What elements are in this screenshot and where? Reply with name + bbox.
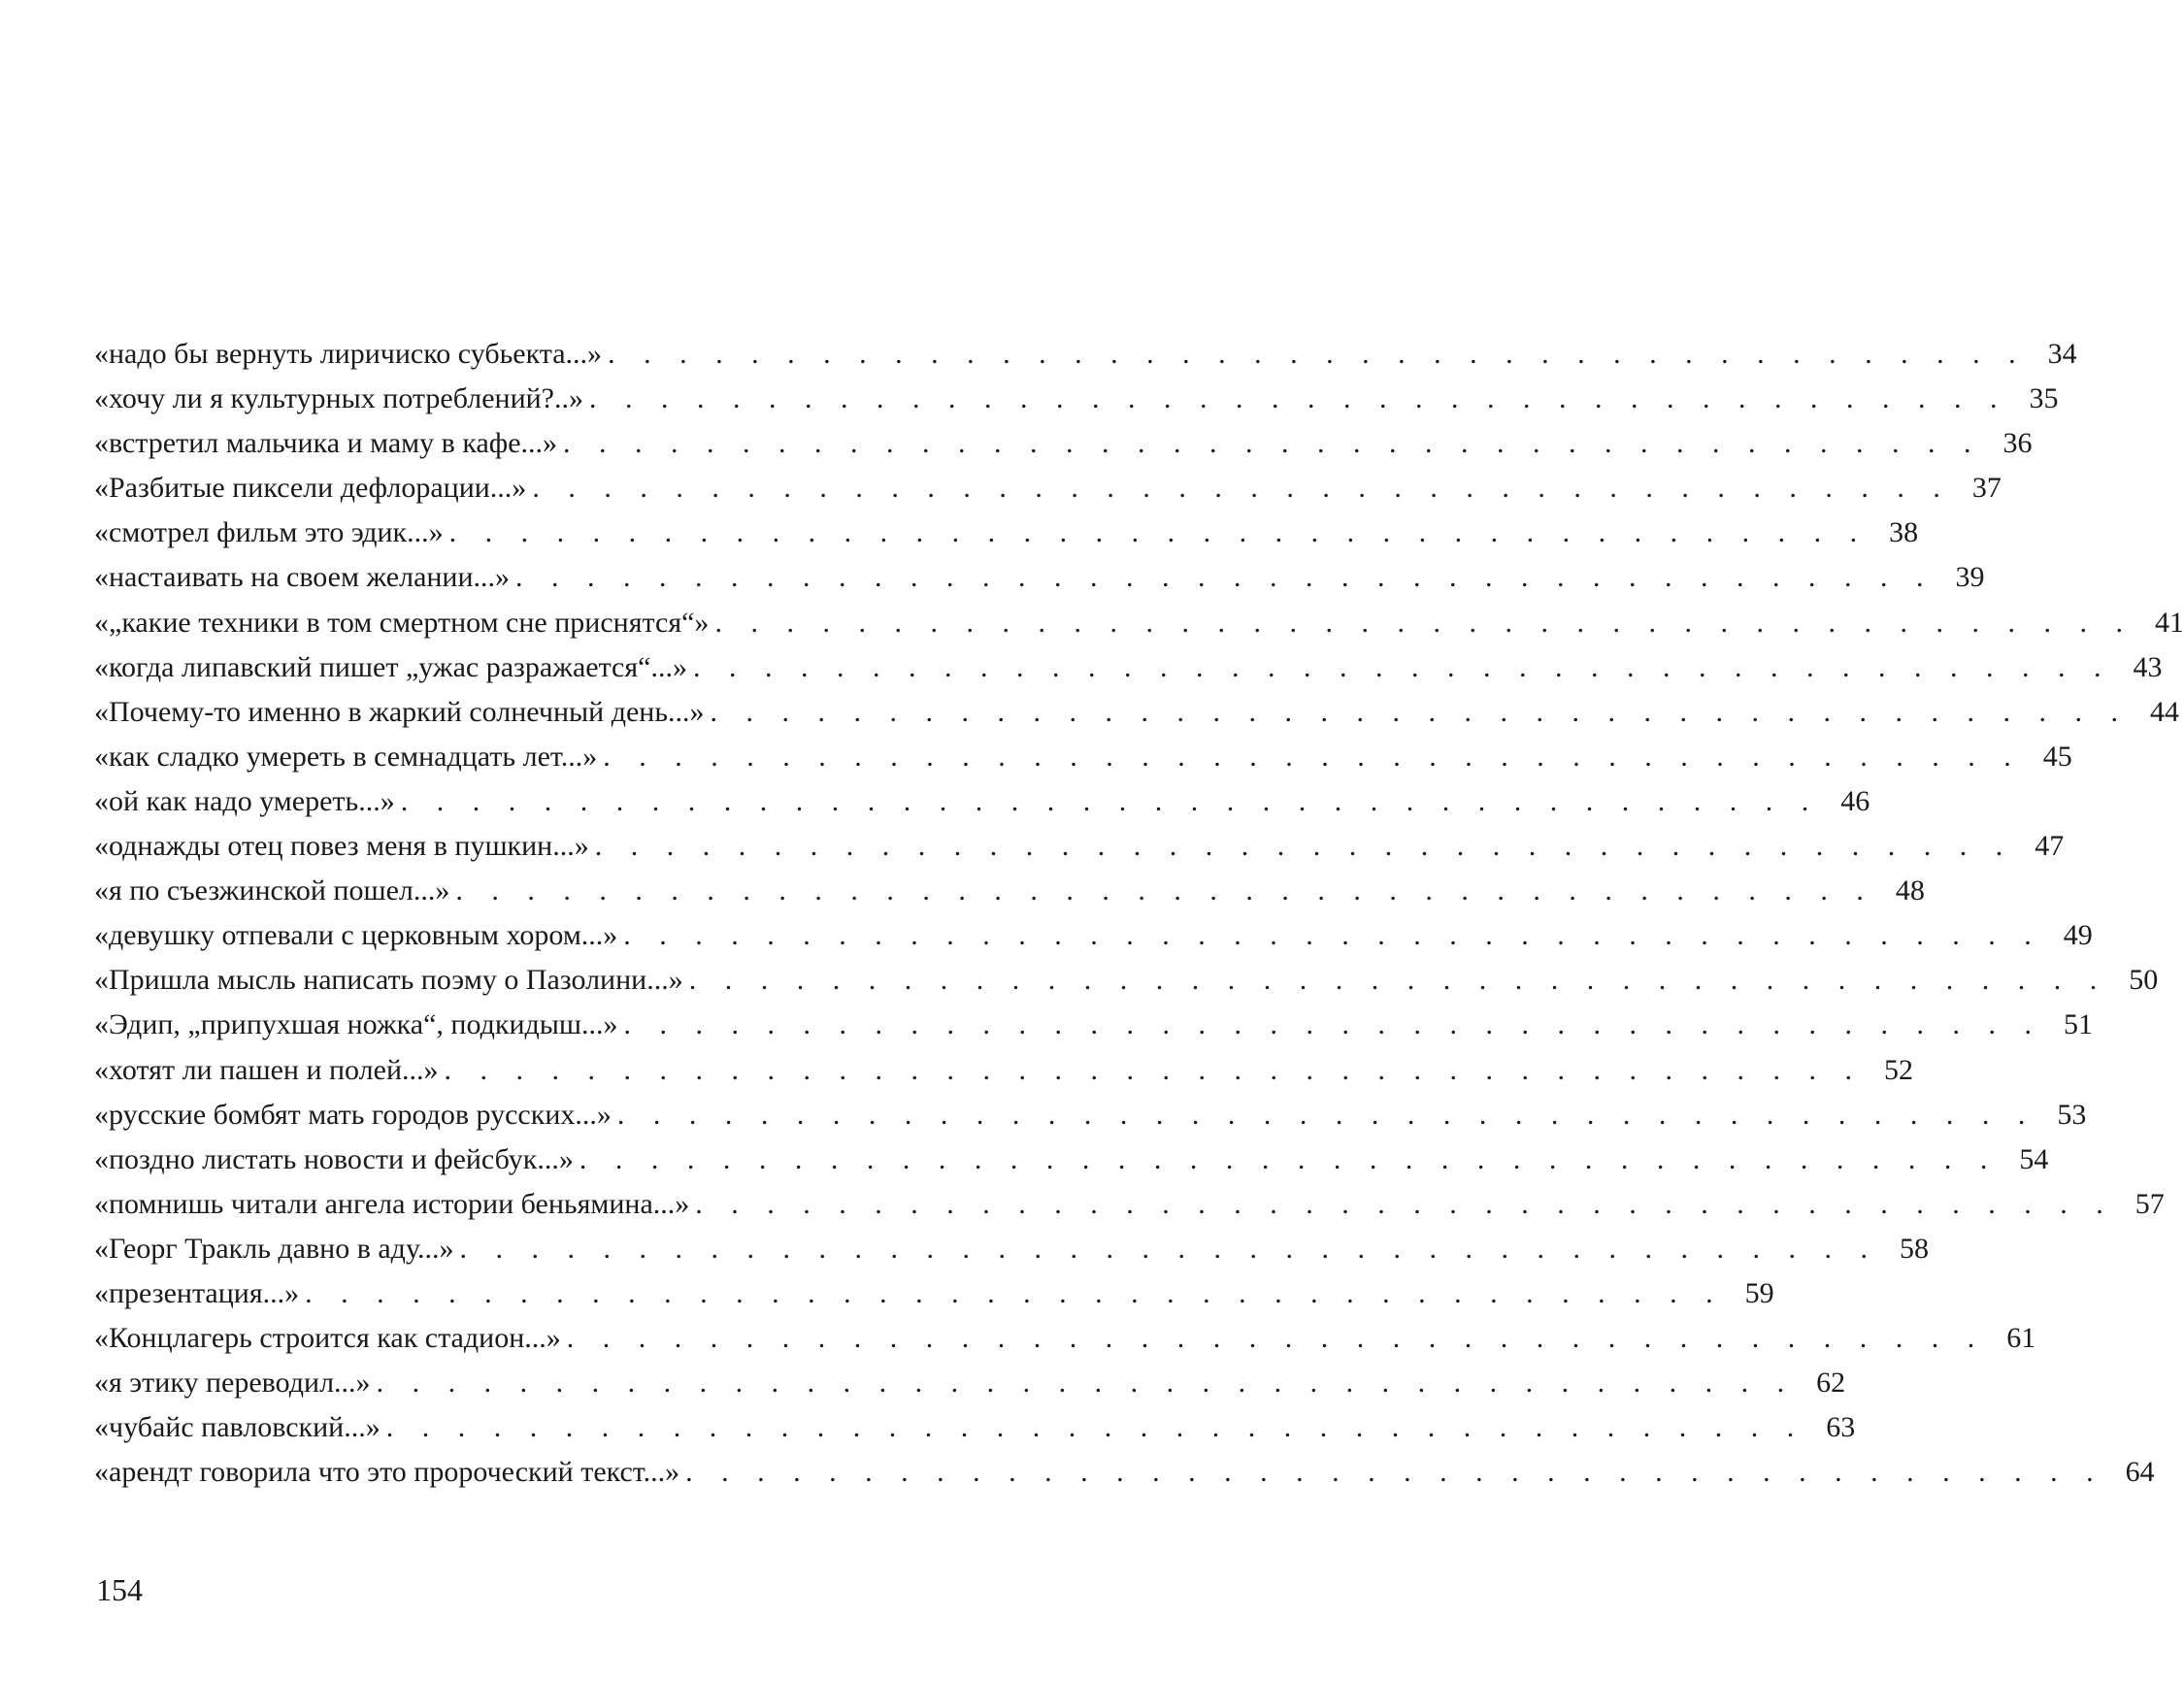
toc-entry-page: 34: [2047, 338, 2077, 370]
toc-dot-leader: . . . . . . . . . . . . . . . . . . . . . . . . . . . . . . . . . . . . . . . .: [714, 606, 2134, 639]
toc-entry-title: «однажды отец повез меня в пушкин...»: [94, 830, 589, 863]
toc-dot-leader: . . . . . . . . . . . . . . . . . . . . . . . . . . . . . . . . . . . . . . . .: [623, 1008, 2043, 1041]
toc-entry: [94, 1361, 1846, 1405]
toc-dot-leader: . . . . . . . . . . . . . . . . . . . . . . . . . . . . . . . . . . . . . . . .: [400, 784, 1820, 817]
toc-entry-page: 53: [2057, 1098, 2087, 1131]
toc-dot-leader: . . . . . . . . . . . . . . . . . . . . . . . . . . . . . . . . . . . . . . . .: [693, 650, 2112, 683]
toc-dot-leader: . . . . . . . . . . . . . . . . . . . . . . . . . . . . . . . . . . . . . . . .: [589, 382, 2008, 415]
toc-entry-page: 38: [1889, 516, 1919, 549]
toc-entry: [94, 332, 2077, 377]
toc-entry-page: 43: [2133, 650, 2163, 683]
toc-entry-title: «я по съезжинской пошел...»: [94, 874, 450, 907]
toc-dot-leader: . . . . . . . . . . . . . . . . . . . . . . . . . . . . . . . . . . . . . . . .: [594, 830, 2014, 863]
toc-entry: [94, 1048, 1914, 1093]
toc-entry-title: «настаивать на своем желании...»: [94, 561, 511, 594]
toc-entry-title: «презентация...»: [94, 1276, 300, 1309]
toc-entry-title: «арендт говорила что это пророческий текст...»: [94, 1456, 680, 1489]
toc-entry: [94, 466, 2002, 511]
toc-entry-title: «хочу ли я культурных потреблений?..»: [94, 382, 583, 415]
toc-dot-leader: . . . . . . . . . . . . . . . . . . . . . . . . . . . . . . . . . . . . . . . .: [710, 695, 2130, 728]
toc-entry-title: «Концлагерь строится как стадион...»: [94, 1322, 561, 1355]
toc-entry-page: 45: [2042, 740, 2072, 773]
toc-entry: [94, 958, 2159, 1003]
toc-entry: [94, 1450, 2155, 1495]
toc-dot-leader: . . . . . . . . . . . . . . . . . . . . . . . . . . . . . . . . . . . . . . . .: [532, 472, 1951, 505]
toc-dot-leader: . . . . . . . . . . . . . . . . . . . . . . . . . . . . . . . . . . . . . . . .: [459, 1232, 1878, 1265]
toc-dot-leader: . . . . . . . . . . . . . . . . . . . . . . . . . . . . . . . . . . . . . . . .: [616, 1098, 2036, 1131]
toc-dot-leader: . . . . . . . . . . . . . . . . . . . . . . . . . . . . . . . . . . . . . . . .: [448, 516, 1869, 549]
toc-entry-page: 61: [2006, 1322, 2036, 1355]
toc-entry-page: 46: [1840, 784, 1870, 817]
toc-entry: [94, 1227, 1929, 1271]
toc-dot-leader: . . . . . . . . . . . . . . . . . . . . . . . . . . . . . . . . . . . . . . . .: [444, 1053, 1864, 1086]
toc-entry-page: 48: [1895, 874, 1925, 907]
toc-entry-title: «помнишь читали ангела истории беньямина...»: [94, 1187, 690, 1220]
toc-dot-leader: . . . . . . . . . . . . . . . . . . . . . . . . . . . . . . . . . . . . . . . .: [603, 740, 2022, 773]
toc-dot-leader: . . . . . . . . . . . . . . . . . . . . . . . . . . . . . . . . . . . . . . . .: [305, 1276, 1724, 1309]
page-number: 154: [96, 1572, 143, 1607]
toc-dot-leader: . . . . . . . . . . . . . . . . . . . . . . . . . . . . . . . . . . . . . . . .: [579, 1142, 1999, 1175]
toc-entry-title: «русские бомбят мать городов русских...»: [94, 1098, 612, 1131]
toc-entry-title: «поздно листать новости и фейсбук...»: [94, 1142, 574, 1175]
toc-entry-title: «когда липавский пишет „ужас разражается“...»: [94, 650, 687, 683]
toc-entry-title: «Почему-то именно в жаркий солнечный день...»: [94, 695, 705, 728]
table-of-contents: [94, 332, 2184, 1495]
toc-entry: [94, 1405, 1856, 1450]
toc-entry: [94, 869, 1925, 913]
toc-entry-page: 50: [2129, 964, 2159, 997]
toc-dot-leader: . . . . . . . . . . . . . . . . . . . . . . . . . . . . . . . . . . . . . . . .: [688, 964, 2108, 997]
toc-entry: [94, 735, 2072, 779]
toc-entry-title: «как сладко умереть в семнадцать лет...»: [94, 740, 598, 773]
toc-dot-leader: . . . . . . . . . . . . . . . . . . . . . . . . . . . . . . . . . . . . . . . .: [455, 874, 1874, 907]
toc-entry-title: «Разбитые пиксели дефлорации...»: [94, 472, 527, 505]
toc-entry: [94, 645, 2163, 690]
toc-entry: [94, 913, 2093, 958]
toc-entry-title: «Пришла мысль написать поэму о Пазолини...»: [94, 964, 683, 997]
toc-entry-page: 37: [1971, 472, 2002, 505]
toc-dot-leader: . . . . . . . . . . . . . . . . . . . . . . . . . . . . . . . . . . . . . . . .: [385, 1411, 1805, 1444]
toc-entry-page: 58: [1899, 1232, 1929, 1265]
toc-entry: [94, 1093, 2087, 1137]
toc-dot-leader: . . . . . . . . . . . . . . . . . . . . . . . . . . . . . . . . . . . . . . . .: [695, 1187, 2114, 1220]
toc-entry-page: 63: [1826, 1411, 1856, 1444]
toc-entry-page: 54: [2019, 1142, 2049, 1175]
toc-entry-title: «девушку отпевали с церковным хором...»: [94, 919, 618, 952]
toc-entry-title: «надо бы вернуть лиричиско субьекта...»: [94, 338, 603, 370]
toc-entry-title: «Георг Тракль давно в аду...»: [94, 1232, 454, 1265]
toc-entry-title: «„какие техники в том смертном сне приснятся“»: [94, 606, 710, 639]
toc-entry-title: «встретил мальчика и маму в кафе...»: [94, 427, 558, 460]
toc-entry-page: 41: [2154, 606, 2184, 639]
toc-dot-leader: . . . . . . . . . . . . . . . . . . . . . . . . . . . . . . . . . . . . . . . .: [685, 1456, 2104, 1489]
toc-entry-page: 44: [2150, 695, 2180, 728]
toc-entry: [94, 1003, 2094, 1047]
toc-dot-leader: . . . . . . . . . . . . . . . . . . . . . . . . . . . . . . . . . . . . . . . .: [623, 919, 2042, 952]
toc-entry: [94, 824, 2065, 869]
toc-entry-page: 47: [2035, 830, 2065, 863]
toc-dot-leader: . . . . . . . . . . . . . . . . . . . . . . . . . . . . . . . . . . . . . . . .: [515, 561, 1935, 594]
toc-entry-title: «Эдип, „припухшая ножка“, подкидыш...»: [94, 1008, 618, 1041]
toc-entry-title: «смотрел фильм это эдик...»: [94, 516, 444, 549]
toc-entry-title: «я этику переводил...»: [94, 1367, 371, 1400]
toc-entry-page: 57: [2134, 1187, 2165, 1220]
toc-entry: [94, 779, 1870, 824]
toc-entry-title: «хотят ли пашен и полей...»: [94, 1053, 439, 1086]
toc-dot-leader: . . . . . . . . . . . . . . . . . . . . . . . . . . . . . . . . . . . . . . . .: [608, 338, 2027, 370]
toc-entry-page: 36: [2002, 427, 2033, 460]
toc-entry: [94, 601, 2184, 645]
toc-entry-page: 52: [1884, 1053, 1914, 1086]
toc-entry-page: 35: [2029, 382, 2059, 415]
toc-entry: [94, 555, 1985, 600]
toc-dot-leader: . . . . . . . . . . . . . . . . . . . . . . . . . . . . . . . . . . . . . . . .: [566, 1322, 1986, 1355]
toc-dot-leader: . . . . . . . . . . . . . . . . . . . . . . . . . . . . . . . . . . . . . . . .: [376, 1367, 1796, 1400]
toc-entry: [94, 1182, 2165, 1227]
toc-entry: [94, 1137, 2049, 1182]
toc-entry: [94, 690, 2180, 735]
toc-entry-title: «ой как надо умереть...»: [94, 784, 395, 817]
toc-dot-leader: . . . . . . . . . . . . . . . . . . . . . . . . . . . . . . . . . . . . . . . .: [563, 427, 1982, 460]
toc-entry-page: 64: [2125, 1456, 2155, 1489]
toc-entry: [94, 1271, 1774, 1316]
toc-entry: [94, 377, 2059, 421]
toc-entry-page: 39: [1955, 561, 1985, 594]
toc-entry-page: 62: [1816, 1367, 1846, 1400]
toc-entry-title: «чубайс павловский...»: [94, 1411, 381, 1444]
toc-entry-page: 49: [2063, 919, 2093, 952]
toc-entry: [94, 511, 1919, 555]
toc-entry-page: 59: [1744, 1276, 1774, 1309]
toc-entry: [94, 1316, 2036, 1361]
toc-entry: [94, 421, 2033, 466]
toc-entry-page: 51: [2064, 1008, 2094, 1041]
